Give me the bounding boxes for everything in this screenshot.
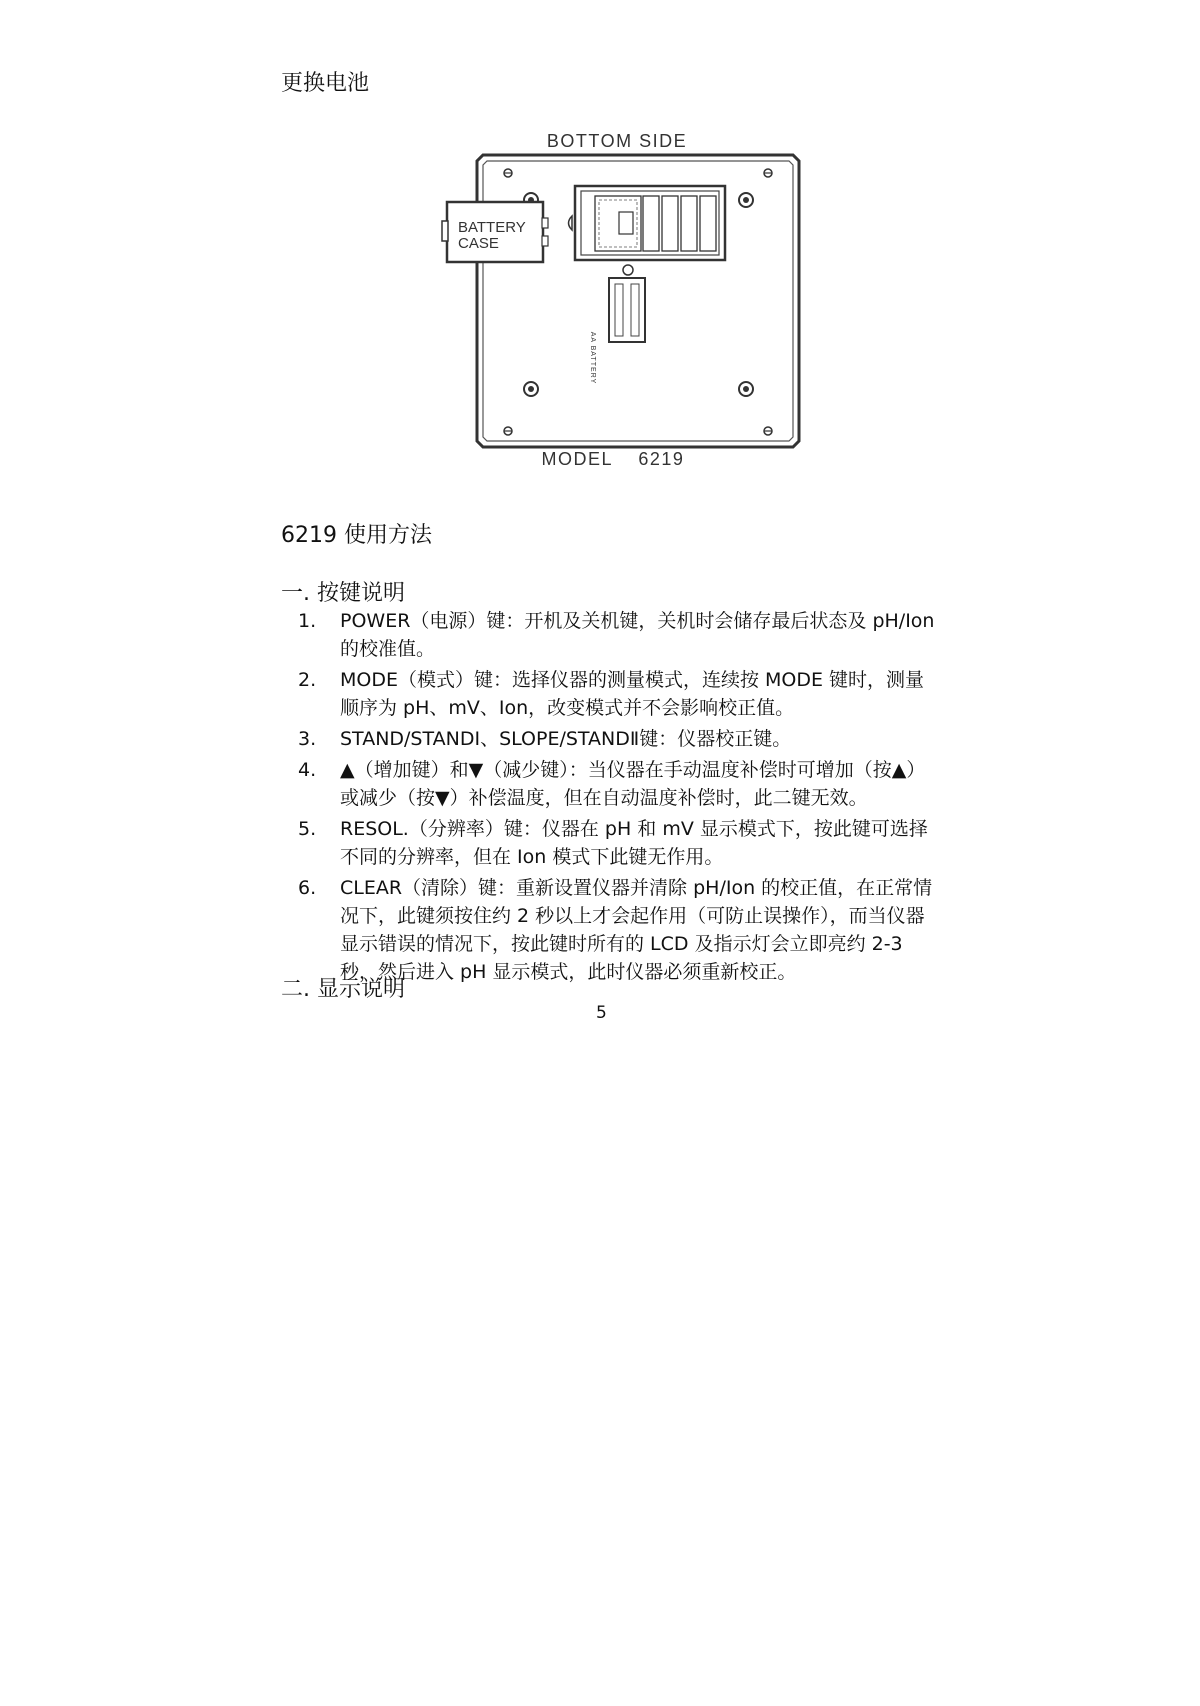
- section-title-display: 二. 显示说明: [281, 977, 405, 1002]
- section-title-usage: 6219 使用方法: [281, 523, 432, 548]
- list-item-text: STAND/STANDⅠ、SLOPE/STANDⅡ键：仪器校正键。: [340, 728, 792, 750]
- list-item-text: CLEAR（清除）键：重新设置仪器并清除 pH/Ion 的校正值，在正常情况下，此键须按住约 2 秒以上才会起作用（可防止误操作），而当仪器显示错误的情况下，按此键时所有的 LCD 及指示灯会立即亮约 2-3 秒，然后进入 pH 显示模式，此时仪器必须重新校正。: [340, 877, 933, 983]
- list-item: [298, 607, 938, 663]
- key-list: [298, 607, 938, 989]
- battery-case-label-line2: CASE: [458, 235, 499, 252]
- list-item-text: ▲（增加键）和▼（减少键）：当仪器在手动温度补偿时可增加（按▲）或减少（按▼）补偿温度，但在自动温度补偿时，此二键无效。: [340, 759, 926, 809]
- list-item-text: RESOL.（分辨率）键：仪器在 pH 和 mV 显示模式下，按此键可选择不同的分辨率，但在 Ion 模式下此键无作用。: [340, 818, 928, 868]
- diagram-top-label: BOTTOM SIDE: [546, 131, 688, 151]
- list-item-text: POWER（电源）键：开机及关机键，关机时会储存最后状态及 pH/Ion 的校准值。: [340, 610, 935, 660]
- page-number: 5: [596, 1003, 607, 1023]
- list-item-number: 1.: [298, 610, 317, 632]
- section-title-keys: 一. 按键说明: [281, 581, 405, 606]
- aa-battery-vertical-label: AA BATTERY: [589, 331, 596, 385]
- list-item-number: 6.: [298, 877, 317, 899]
- list-item-text: MODE（模式）键：选择仪器的测量模式，连续按 MODE 键时，测量顺序为 pH、mV、Ion，改变模式并不会影响校正值。: [340, 669, 925, 719]
- list-item: [298, 815, 938, 871]
- small-compartment: [609, 265, 645, 342]
- battery-case: [442, 202, 548, 262]
- list-item-number: 5.: [298, 818, 317, 840]
- diagram-bottom-label: MODEL 6219: [541, 449, 685, 469]
- device-body-outline: [477, 155, 799, 447]
- list-item-number: 4.: [298, 759, 317, 781]
- list-item: [298, 874, 938, 986]
- list-item-number: 3.: [298, 728, 317, 750]
- list-item: [298, 725, 938, 753]
- battery-compartment: [569, 186, 726, 260]
- list-item: [298, 756, 938, 812]
- battery-case-label-line1: BATTERY: [458, 219, 526, 236]
- list-item-number: 2.: [298, 669, 317, 691]
- list-item: [298, 666, 938, 722]
- section-title-battery: 更换电池: [281, 71, 370, 96]
- bottom-side-diagram: [425, 128, 825, 473]
